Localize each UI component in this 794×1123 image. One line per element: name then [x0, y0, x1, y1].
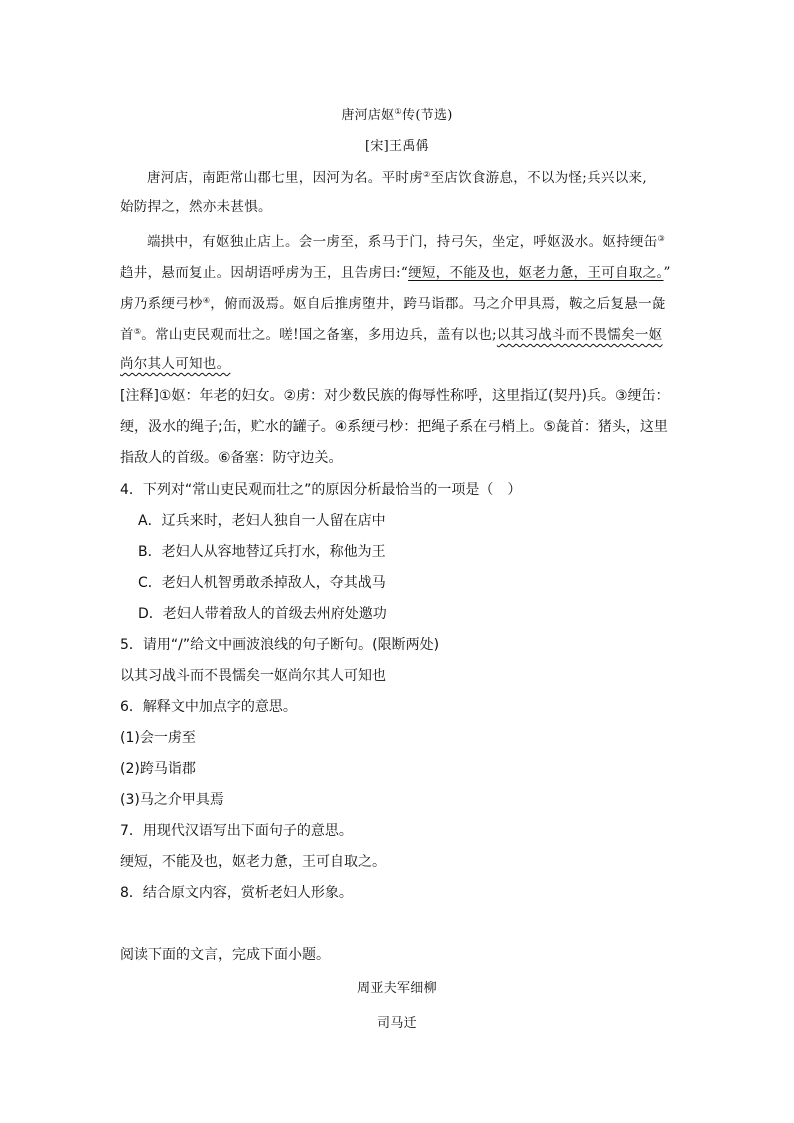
notes-line1: [注释]①妪：年老的妇女。②虏：对少数民族的侮辱性称呼，这里指辽(契丹)兵。③绠缶：	[120, 388, 670, 404]
wavy-underlined-sentence: 以其习战斗而不畏懦矣一妪	[496, 327, 663, 343]
question-4-option-c: C．老妇人机智勇敢杀掉敌人，夺其战马	[138, 575, 386, 591]
question-6-item-1: (1)会一虏至	[120, 730, 196, 746]
question-4-option-d: D．老妇人带着敌人的首级去州府处邀功	[138, 606, 387, 622]
passage1-paragraph1-line1: 唐河店，南距常山郡七里，因河为名。平时虏②至店饮食游息，不以为怪;兵兴以来,	[147, 170, 647, 186]
passage1-paragraph1-line2: 始防捍之，然亦未甚惧。	[120, 199, 272, 215]
question-7-text: 绠短，不能及也，妪老力惫，王可自取之。	[120, 854, 386, 870]
notes-line2: 绠，汲水的绳子;缶，贮水的罐子。④系绠弓杪：把绳子系在弓梢上。⑤彘首：猪头，这里	[120, 419, 668, 435]
question-5: 5．请用“/”给文中画波浪线的句子断句。(限断两处)	[120, 637, 440, 653]
question-8: 8．结合原文内容，赏析老妇人形象。	[120, 885, 353, 901]
passage1-paragraph2-line2: 趋井，悬而复止。因胡语呼虏为王，且告虏曰:“绠短，不能及也，妪老力惫，王可自取之。”	[120, 265, 671, 281]
question-4-option-b: B．老妇人从容地替辽兵打水，称他为王	[138, 544, 386, 560]
question-6-item-2: (2)跨马诣郡	[120, 761, 196, 777]
question-6: 6．解释文中加点字的意思。	[120, 699, 297, 715]
passage1-author: [宋]王禹偁	[365, 139, 429, 154]
passage2-title: 周亚夫军细柳	[357, 981, 437, 996]
question-5-text: 以其习战斗而不畏懦矣一妪尚尔其人可知也	[120, 668, 386, 684]
passage1-title: 唐河店妪①传(节选)	[341, 107, 453, 123]
passage2-author: 司马迁	[377, 1016, 417, 1031]
question-4-option-a: A．辽兵来时，老妇人独自一人留在店中	[138, 513, 386, 529]
passage1-paragraph2-line4: 首⑤。常山吏民观而壮之。嗟!国之备塞，多用边兵，盖有以也;以其习战斗而不畏懦矣一妪	[120, 327, 663, 343]
passage1-paragraph2-line5	[120, 352, 230, 372]
question-6-item-3: (3)马之介甲具焉	[120, 792, 224, 808]
notes-line3: 指敌人的首级。⑥备塞：防守边关。	[120, 450, 343, 466]
question-4: 4．下列对“常山吏民观而壮之”的原因分析最恰当的一项是（ ）	[120, 482, 522, 498]
passage2-intro: 阅读下面的文言，完成下面小题。	[120, 947, 330, 963]
underlined-sentence: 绠短，不能及也，妪老力惫，王可自取之。	[408, 265, 664, 281]
passage1-paragraph2-line1: 端拱中，有妪独止店上。会一虏至，系马于门，持弓矢，坐定，呼妪汲水。妪持绠缶③	[147, 234, 666, 250]
question-7: 7．用现代汉语写出下面句子的意思。	[120, 823, 353, 839]
passage1-paragraph2-line3: 虏乃系绠弓杪④，俯而汲焉。妪自后推虏堕井，跨马诣郡。马之介甲具焉，鞍之后复悬一彘	[120, 296, 666, 312]
wavy-underlined-sentence-cont: 尚尔其人可知也。	[120, 356, 231, 372]
